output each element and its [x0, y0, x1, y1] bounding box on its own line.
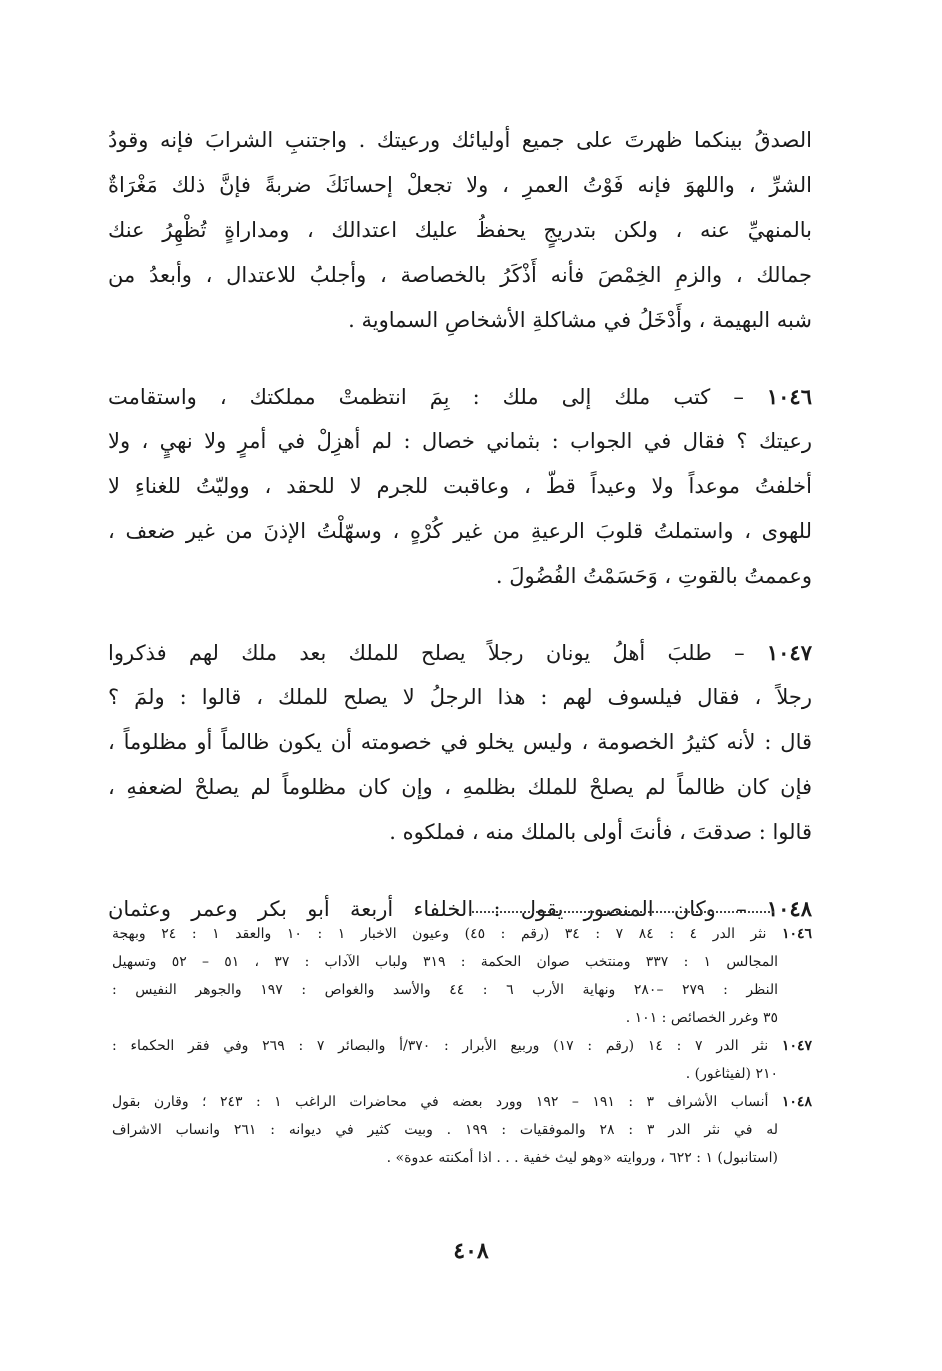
text-line: قال : لأنه كثيرُ الخصومة ، وليس يخلو في خصومته أن يكون ظالماً أو مظلوماً ، — [108, 730, 812, 754]
text-line: قالوا : صدقتَ ، فأنتَ أولى بالملك منه ، فملكوه . — [389, 820, 812, 844]
text-line-content: – وكان المنصور يقول : الخلفاء أربعة أبو بكر وعمر وعثمان — [108, 897, 747, 921]
text-line: جمالك ، والزمِ الخِمْصَ فأنه أَذْكَرُ بالخصاصة ، وأجلبُ للاعتدال ، وأبعدُ من — [108, 263, 812, 287]
footnote-line: المجالس ١ : ٣٣٧ ومنتخب صوان الحكمة : ٣١٩ ولباب الآداب : ٣٧ ، ٥١ – ٥٢ وتسهيل — [112, 954, 778, 970]
footnote-1047 — [112, 1032, 812, 1088]
paragraph — [108, 118, 812, 343]
footnote-divider — [472, 911, 774, 913]
footnote-line-content: نثر الدر ٧ : ١٤ (رقم : ١٧) وربيع الأبرار : ٣٧٠/أ والبصائر ٧ : ٢٦٩ وفي فقر الحكماء : — [112, 1038, 769, 1054]
text-line: الصدقُ بينكما ظهرتَ على جميع أوليائك ورعيتك . واجتنبِ الشرابَ فإنه وقودُ — [108, 128, 812, 152]
footnote-line — [112, 1088, 812, 1116]
footnote-1046 — [112, 920, 812, 1032]
text-line: رجلاً ، فقال فيلسوف لهم : هذا الرجلُ لا يصلح للملك ، قالوا : ولمَ ؟ — [108, 685, 812, 709]
text-line: وعممتُ بالقوتِ ، وَحَسَمْتُ الفُضُولَ . — [495, 564, 812, 588]
footnote-line: ٣٥ وغرر الخصائص : ١٠١ . — [625, 1010, 778, 1026]
footnote-line: ٢١٠ (لفيثاغور) . — [685, 1066, 778, 1082]
footnote-number: ١٠٤٧ — [781, 1038, 812, 1054]
footnote-line — [112, 1032, 812, 1060]
text-line: رعيتك ؟ فقال في الجواب : بثماني خصال : لم أهزِلْ في أمرٍ ولا نهيٍ ، ولا — [108, 429, 812, 453]
footnote-line-content: نثر الدر ٤ : ٨٤ ٧ : ٣٤ (رقم : ٤٥) وعيون الاخبار ١ : ١٠ والعقد ١ : ٢٤ وبهجة — [112, 926, 767, 942]
entry-number: ١٠٤٨ — [766, 896, 812, 921]
text-line-content: – طلبَ أهلُ يونان رجلاً يصلح للملك بعد ملك لهم فذكروا — [108, 641, 745, 665]
text-line: بالمنهيِّ عنه ، ولكن بتدريجٍ يحفظُ عليك اعتدالك ، ومداراةٍ تُظْهِرُ عنك — [108, 218, 812, 242]
footnote-line — [112, 920, 812, 948]
entry-number: ١٠٤٦ — [766, 384, 812, 409]
text-line: شبه البهيمة ، وأَدْخَلُ في مشاكلةِ الأشخاصِ السماوية . — [348, 308, 812, 332]
main-text — [108, 118, 812, 931]
paragraph-1046 — [108, 374, 812, 599]
text-line: فإن كان ظالماً لم يصلحْ للملك بظلمهِ ، وإن كان مظلوماً لم يصلحْ لضعفهِ ، — [108, 775, 812, 799]
text-line: الشرِّ ، واللهوَ فإنه فَوْتُ العمرِ ، ولا تجعلْ إحسانَكَ ضربةً فإنَّ ذلك مَغْرَاةٌ — [108, 173, 812, 197]
footnotes — [112, 920, 812, 1172]
text-line: للهوى ، واستملتُ قلوبَ الرعيةِ من غير كُرْهٍ ، وسهّلْتُ الإذنَ من غير ضعف ، — [108, 519, 812, 543]
footnote-line: (استانبول) ١ : ٦٢٢ ، وروايته «وهو ليث خفية . . . اذا أمكنته عدوة» . — [386, 1150, 778, 1166]
footnote-line: له في نثر الدر ٣ : ٢٨ والموفقيات : ١٩٩ . وبيت كثير في ديوانه : ٢٦١ وانساب الاشراف — [112, 1122, 778, 1138]
entry-number: ١٠٤٧ — [766, 640, 812, 665]
text-line — [108, 630, 812, 675]
footnote-1048 — [112, 1088, 812, 1172]
text-line: أخلفتُ موعداً ولا وعيداً قطّ ، وعاقبت للجرم لا للحقد ، ووليّتُ للغناءِ لا — [108, 474, 812, 498]
footnote-number: ١٠٤٨ — [781, 1094, 812, 1110]
footnote-number: ١٠٤٦ — [781, 926, 812, 942]
text-line-content: – كتب ملك إلى ملك : بِمَ انتظمتْ مملكتك ، واستقامت — [108, 385, 744, 409]
footnote-line: النظر : ٢٧٩ –٢٨٠ ونهاية الأرب ٦ : ٤٤ والأسد والغواص : ١٩٧ والجوهر النفيس : — [112, 982, 779, 998]
paragraph-1047 — [108, 630, 812, 855]
page-number: ٤٠٨ — [453, 1238, 489, 1264]
text-line — [108, 374, 812, 419]
footnote-line-content: أنساب الأشراف ٣ : ١٩١ – ١٩٢ وورد بعضه في محاضرات الراغب ١ : ٢٤٣ ؛ وقارن بقول — [112, 1094, 769, 1110]
